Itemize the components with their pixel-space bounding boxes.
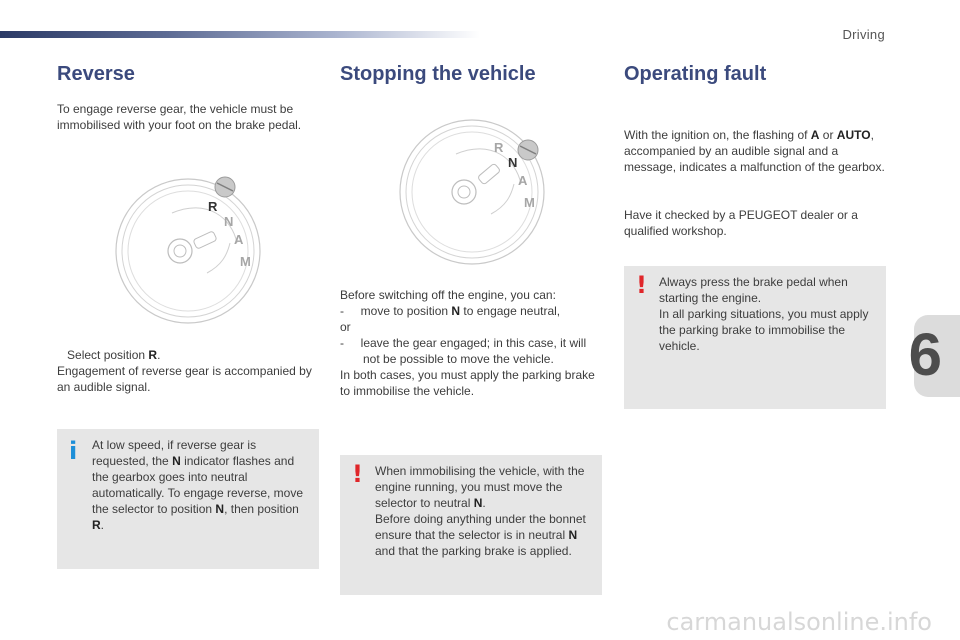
stopping-conclusion: In both cases, you must apply the parking brake to immobilise the vehicle. xyxy=(340,368,595,398)
list-item: - leave the gear engaged; in this case, it will not be possible to move the vehicle. xyxy=(340,336,587,366)
dial-letter-r: R xyxy=(208,199,218,214)
dial-letter-n: N xyxy=(508,155,518,170)
chapter-number: 6 xyxy=(908,321,942,388)
warning-icon: ! xyxy=(352,460,363,488)
stopping-title: Stopping the vehicle xyxy=(340,63,536,85)
gear-selector-dial-reverse xyxy=(112,173,264,325)
warning-icon: ! xyxy=(636,271,647,299)
reverse-info-text: At low speed, if reverse gear is requested, the N indicator flashes and the gearbox goes into neutral automatically. To engage reverse, move the selector to position N, then position R. xyxy=(92,438,304,532)
info-icon: i xyxy=(69,437,78,465)
gear-selector-dial-neutral xyxy=(396,114,548,266)
header-color-bar xyxy=(0,31,480,38)
reverse-instructions xyxy=(57,347,319,395)
stopping-warning-box xyxy=(340,455,602,595)
dial-letter-n: N xyxy=(224,214,234,229)
dial-letter-a: A xyxy=(518,173,528,188)
or-text: or xyxy=(340,320,351,334)
reverse-title: Reverse xyxy=(57,63,135,85)
fault-warning-box xyxy=(624,266,886,409)
reverse-engagement-text: Engagement of reverse gear is accompanied by an audible signal. xyxy=(57,364,312,394)
fault-warning-text: Always press the brake pedal when starting the engine. In all parking situations, you must apply the parking brake to immobilise the vehicle. xyxy=(659,275,869,353)
reverse-intro: To engage reverse gear, the vehicle must be immobilised with your foot on the brake pedal. xyxy=(57,102,302,132)
fault-description: With the ignition on, the flashing of A or AUTO, accompanied by an audible signal and a message, indicates a malfunction of the gearbox. xyxy=(624,128,885,174)
dial-letter-a: A xyxy=(234,232,244,247)
reverse-info-box xyxy=(57,429,319,569)
fault-title: Operating fault xyxy=(624,63,767,85)
stopping-intro: Before switching off the engine, you can: xyxy=(340,288,556,302)
select-position-step: Select position R. xyxy=(67,348,161,362)
stopping-warning-text: When immobilising the vehicle, with the engine running, you must move the selector to neutral N. Before doing anything under the bonnet ensure that the selector is in neutral N and that the parking brake is applied. xyxy=(375,464,586,558)
dial-letter-m: M xyxy=(240,254,251,269)
stopping-instructions xyxy=(340,287,602,399)
section-label: Driving xyxy=(842,27,885,42)
list-item: - move to position N to engage neutral, xyxy=(340,304,561,318)
dial-letter-m: M xyxy=(524,195,535,210)
dial-letter-r: R xyxy=(494,140,504,155)
watermark: carmanualsonline.info xyxy=(666,608,932,636)
fault-service-advice: Have it checked by a PEUGEOT dealer or a qualified workshop. xyxy=(624,208,858,238)
